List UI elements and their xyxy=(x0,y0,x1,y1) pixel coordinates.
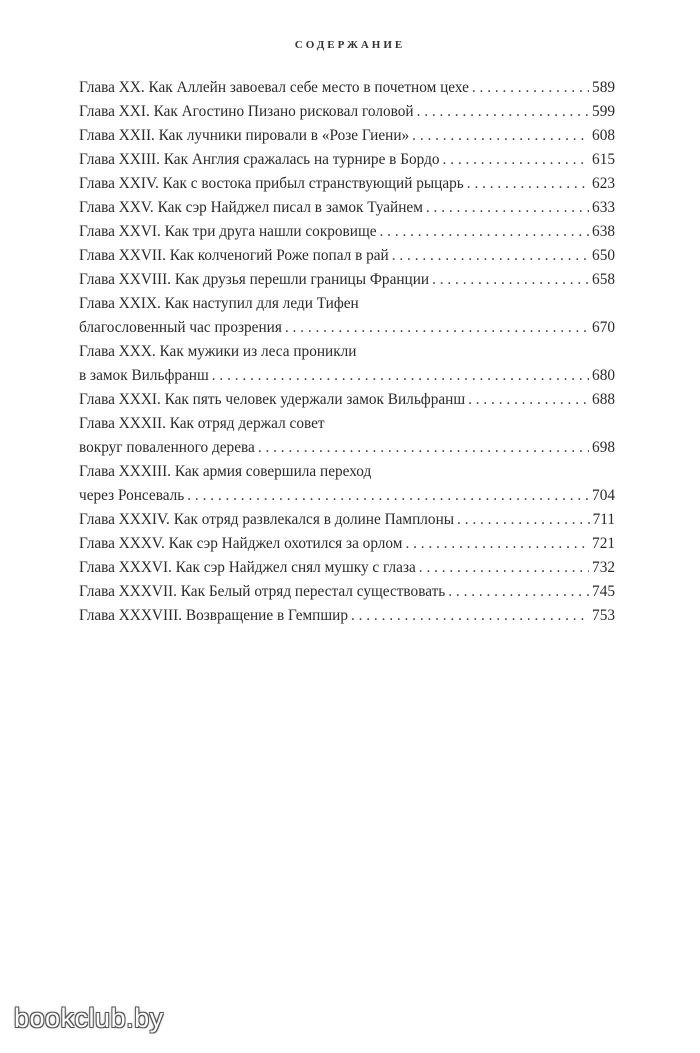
dot-leader xyxy=(212,364,589,388)
toc-entry-title: Глава XXVI. Как три друга нашли сокровище xyxy=(79,223,377,240)
toc-entry-page-number: 704 xyxy=(592,487,615,504)
toc-entry xyxy=(79,412,615,460)
toc-entry xyxy=(79,556,615,580)
toc-entry-title: Глава XXII. Как лучники пировали в «Розе Гиени» xyxy=(79,127,410,144)
toc-entry xyxy=(79,340,615,388)
toc-entry-page-number: 589 xyxy=(592,79,615,96)
dot-leader xyxy=(468,388,589,412)
toc-entry-title: Глава XXXIII. Как армия совершила переход xyxy=(79,463,372,480)
toc-entry-title: Глава XXI. Как Агостино Пизано рисковал головой xyxy=(79,103,414,120)
toc-entry-title: Глава XXXVIII. Возвращение в Гемпшир xyxy=(79,607,348,624)
toc-entry xyxy=(79,604,615,628)
toc-entry-title: Глава XXX. Как мужики из леса проникли xyxy=(79,343,357,360)
toc-entry-page-number: 658 xyxy=(592,271,615,288)
dot-leader xyxy=(285,316,589,340)
toc-entry-title-continued: вокруг поваленного дерева xyxy=(79,439,255,456)
toc-entry-title: Глава XXVII. Как колченогий Роже попал в рай xyxy=(79,247,389,264)
page-title: СОДЕРЖАНИЕ xyxy=(294,39,406,51)
toc-entry-page-number: 670 xyxy=(592,319,615,336)
toc-entry-title: Глава XX. Как Аллейн завоевал себе место в почетном цехе xyxy=(79,79,469,96)
toc-entry xyxy=(79,172,615,196)
dot-leader xyxy=(392,244,589,268)
dot-leader xyxy=(472,76,589,100)
toc-entry-title: Глава XXXII. Как отряд держал совет xyxy=(79,415,325,432)
toc-entry xyxy=(79,508,615,532)
toc-entry-title: Глава XXXI. Как пять человек удержали замок Вильфранш xyxy=(79,391,466,408)
toc-entry xyxy=(79,580,615,604)
toc-entry-page-number: 688 xyxy=(592,391,615,408)
toc-entry xyxy=(79,460,615,508)
toc-entry-title: Глава XXVIII. Как друзья перешли границы Франции xyxy=(79,271,430,288)
toc-entry-title: Глава XXXV. Как сэр Найджел охотился за орлом xyxy=(79,535,403,552)
toc-entry xyxy=(79,220,615,244)
toc-entry-title: Глава XXXVI. Как сэр Найджел снял мушку с глаза xyxy=(79,559,416,576)
toc-entry-title: Глава XXXIV. Как отряд развлекался в долине Памплоны xyxy=(79,511,455,528)
toc-entry-title: Глава XXIII. Как Англия сражалась на турнире в Бордо xyxy=(79,151,440,168)
toc-entry-page-number: 698 xyxy=(592,439,615,456)
toc-entry xyxy=(79,148,615,172)
dot-leader xyxy=(412,124,589,148)
toc-entry-page-number: 680 xyxy=(592,367,615,384)
toc-entry-title-continued: благословенный час прозрения xyxy=(79,319,282,336)
toc-entry-title-continued: через Ронсеваль xyxy=(79,487,185,504)
toc-entry-title: Глава XXIX. Как наступил для леди Тифен xyxy=(79,295,359,312)
toc-entry-page-number: 745 xyxy=(592,583,615,600)
toc-entry-page-number: 633 xyxy=(592,199,615,216)
toc-entry xyxy=(79,100,615,124)
dot-leader xyxy=(457,508,590,532)
dot-leader xyxy=(380,220,590,244)
toc-entry xyxy=(79,532,615,556)
toc-entry-title: Глава XXV. Как сэр Найджел писал в замок Туайнем xyxy=(79,199,423,216)
toc-entry-page-number: 650 xyxy=(592,247,615,264)
dot-leader xyxy=(448,580,589,604)
toc-entry-page-number: 732 xyxy=(592,559,615,576)
toc-entry xyxy=(79,196,615,220)
toc-entry xyxy=(79,244,615,268)
toc-entry xyxy=(79,292,615,340)
toc-entry xyxy=(79,124,615,148)
toc-entry xyxy=(79,388,615,412)
toc-entry-title: Глава XXXVII. Как Белый отряд перестал существовать xyxy=(79,583,446,600)
toc-entry-page-number: 599 xyxy=(592,103,615,120)
toc-entry-page-number: 623 xyxy=(592,175,615,192)
dot-leader xyxy=(187,484,589,508)
toc-entry-page-number: 638 xyxy=(592,223,615,240)
toc-entry-page-number: 608 xyxy=(592,127,615,144)
dot-leader xyxy=(405,532,589,556)
toc-entry xyxy=(79,268,615,292)
toc-entry-page-number: 711 xyxy=(592,511,615,528)
dot-leader xyxy=(443,148,590,172)
table-of-contents xyxy=(79,76,615,628)
toc-entry xyxy=(79,76,615,100)
dot-leader xyxy=(426,196,589,220)
dot-leader xyxy=(258,436,589,460)
watermark-logo: bookclub.by xyxy=(14,1003,164,1033)
toc-entry-title: Глава XXIV. Как с востока прибыл странствующий рыцарь xyxy=(79,175,464,192)
toc-entry-page-number: 753 xyxy=(592,607,615,624)
toc-entry-page-number: 721 xyxy=(592,535,615,552)
dot-leader xyxy=(417,100,589,124)
toc-entry-title-continued: в замок Вильфранш xyxy=(79,367,209,384)
dot-leader xyxy=(419,556,589,580)
dot-leader xyxy=(351,604,589,628)
dot-leader xyxy=(432,268,589,292)
toc-entry-page-number: 615 xyxy=(592,151,615,168)
dot-leader xyxy=(467,172,589,196)
